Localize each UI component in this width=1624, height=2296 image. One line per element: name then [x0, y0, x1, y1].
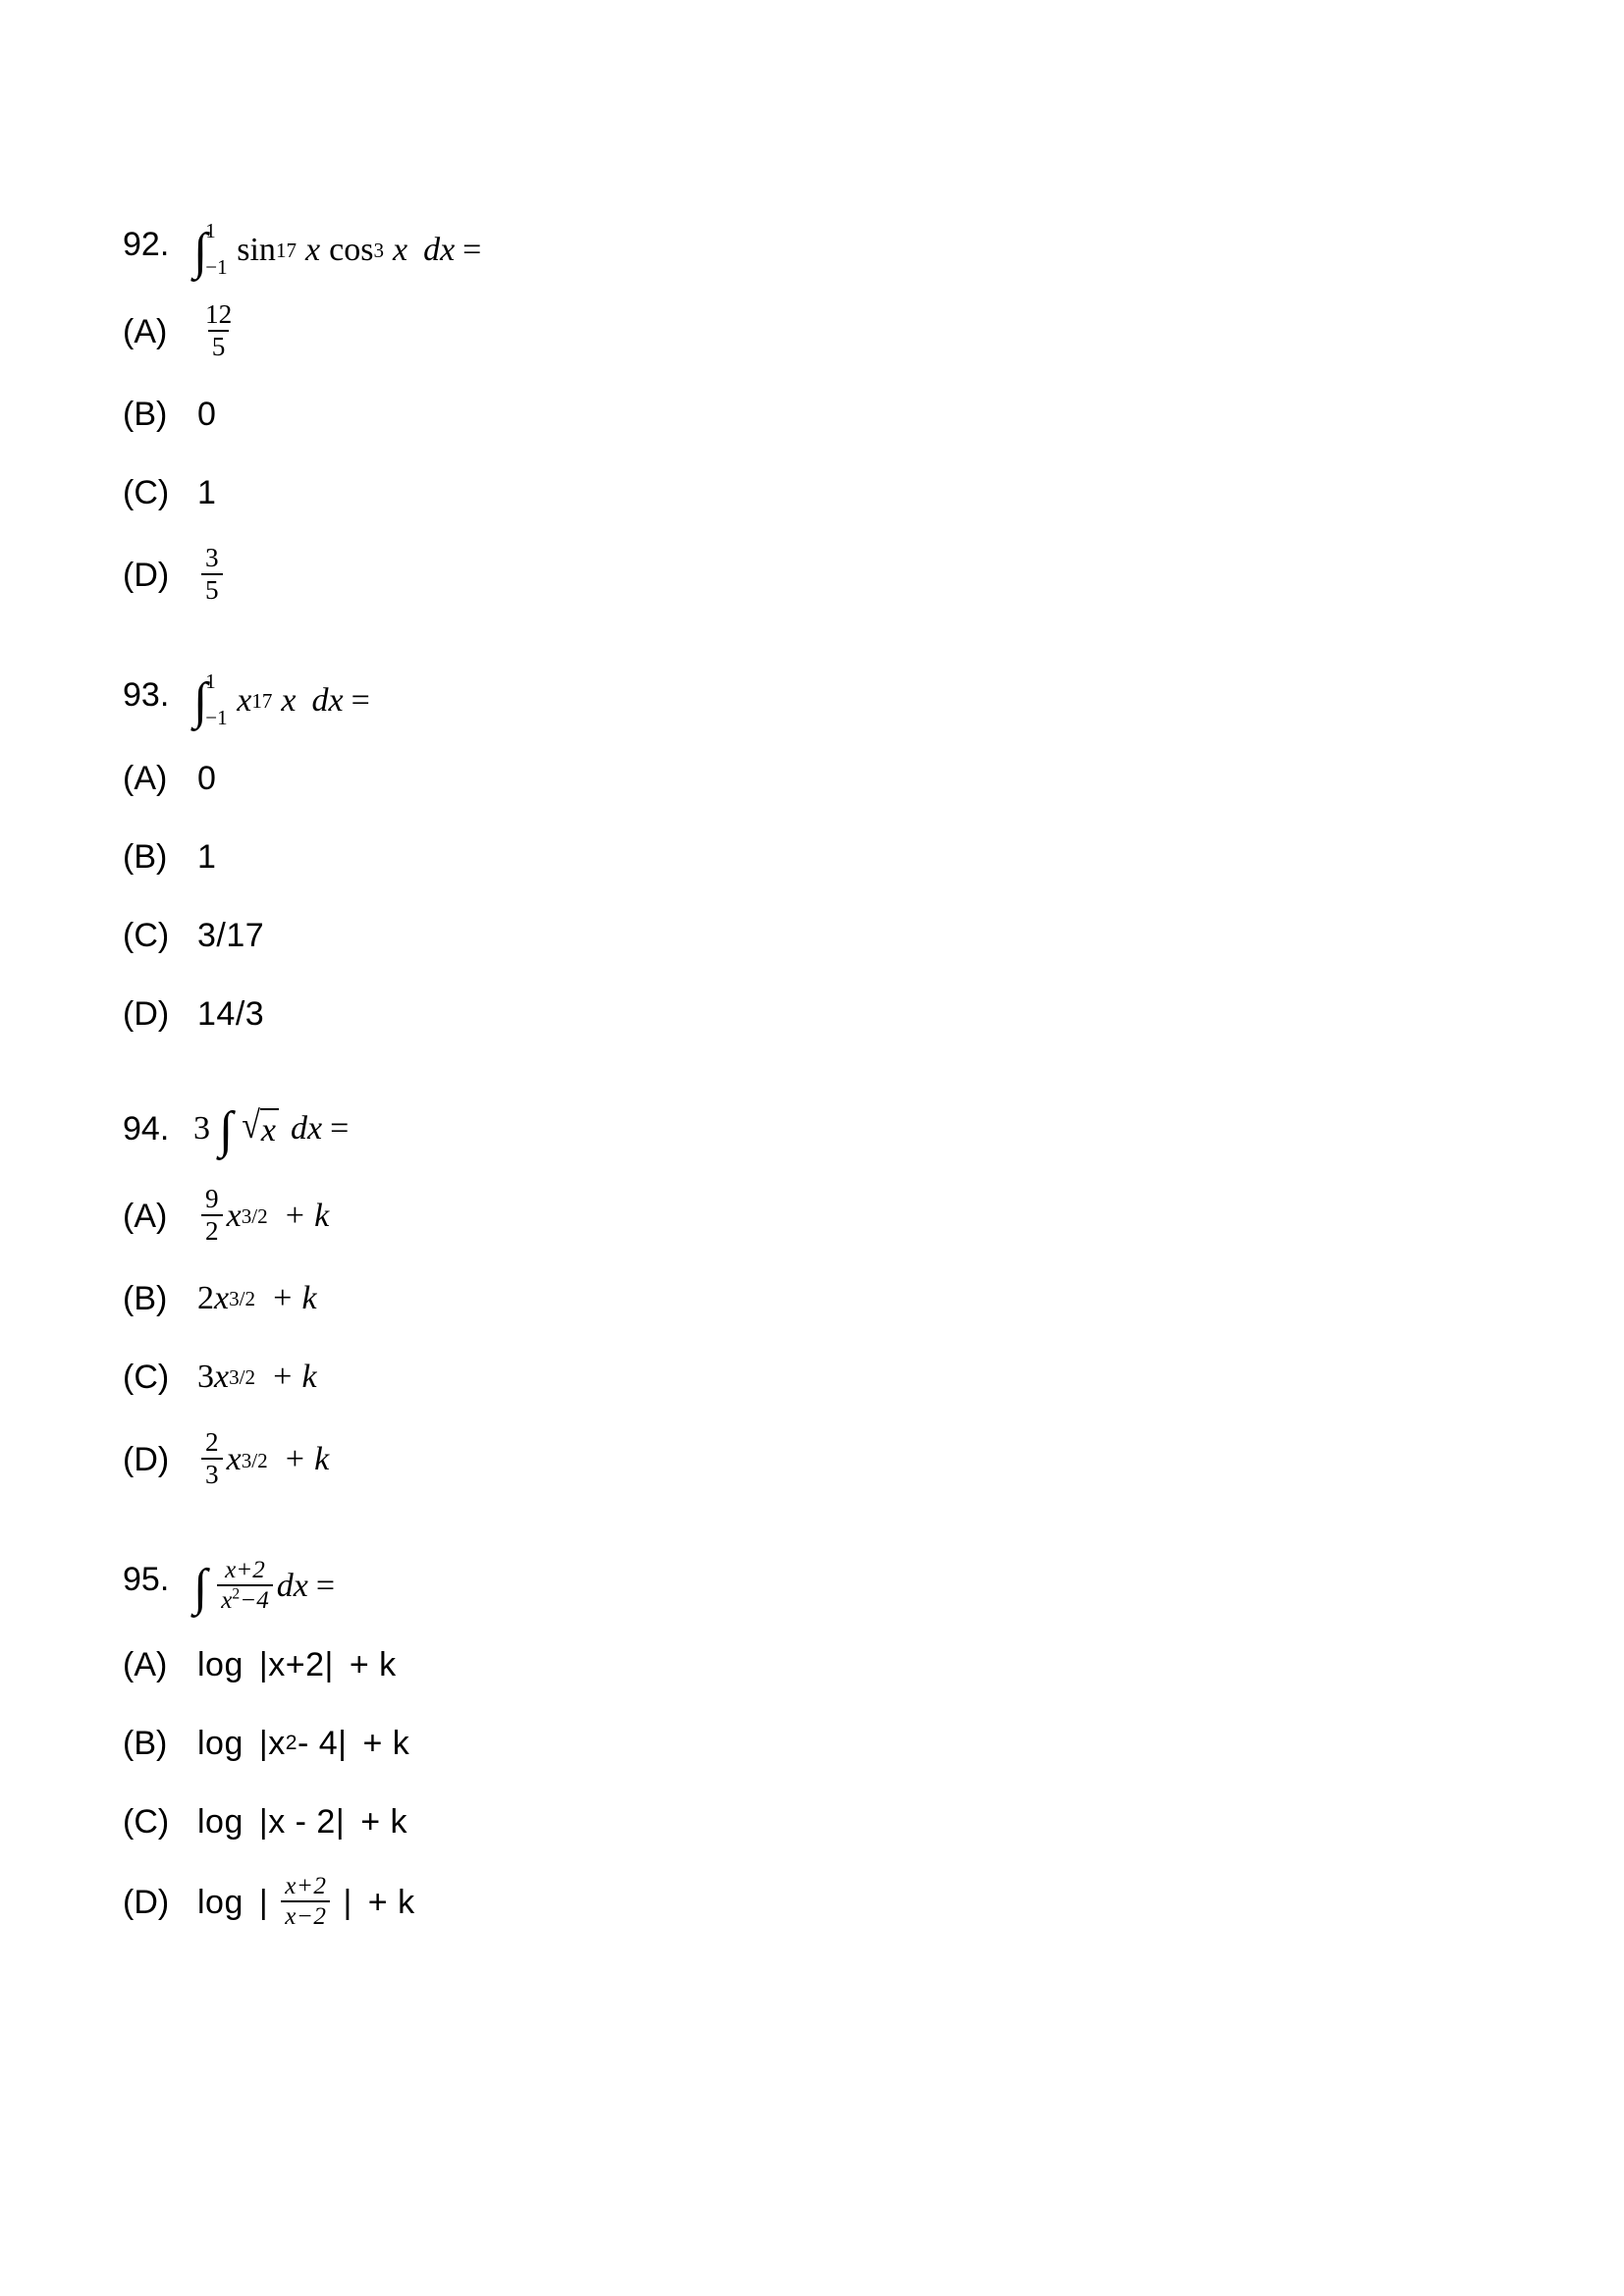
option-92-A-value: [197, 299, 240, 361]
option-93-C-label: (C): [123, 916, 170, 954]
question-block-94: [123, 1102, 1203, 1490]
option-95-A-label: (A): [123, 1645, 168, 1683]
option-93-B-value: 1: [197, 837, 217, 876]
option-94-B[interactable]: [123, 1273, 1203, 1324]
integral-sign-92: [193, 219, 231, 280]
question-block-93: [123, 668, 1203, 1040]
question-block-95: [123, 1556, 1203, 1931]
option-95-D-value: [197, 1875, 415, 1930]
integral-glyph-icon: ∫: [193, 673, 208, 730]
fraction-9-2: [201, 1183, 223, 1246]
option-93-A-label: (A): [123, 759, 168, 797]
option-92-B-label: (B): [123, 396, 168, 434]
fraction-numerator: 12: [205, 299, 233, 329]
cos-function: cos: [329, 231, 374, 268]
fraction-denominator: 2: [201, 1214, 223, 1246]
radicand-x: x: [260, 1108, 279, 1151]
abs-inner-tail: - 4: [297, 1724, 339, 1762]
question-92-expression: ∫ 1 −1 sin 17 x cos 3 x dx =: [193, 219, 482, 280]
fraction-denominator: 5: [201, 573, 223, 605]
log-keyword: log: [197, 1645, 244, 1683]
question-92-prompt: [123, 219, 1203, 280]
option-94-C-value: 3 x 3/2 + k: [197, 1358, 317, 1398]
option-94-C[interactable]: [123, 1352, 1203, 1403]
equals-sign: =: [462, 231, 482, 268]
log-keyword: log: [197, 1883, 244, 1921]
fraction-denominator: 5: [208, 330, 230, 361]
option-94-A-label: (A): [123, 1197, 168, 1235]
fraction-2-3: [201, 1429, 223, 1488]
fraction-numerator: 9: [205, 1183, 219, 1213]
fraction-numerator: x+2: [225, 1556, 265, 1583]
differential-dx: dx: [423, 231, 456, 268]
option-93-D-value: 14/3: [197, 994, 265, 1033]
fraction-12-5: [201, 301, 236, 360]
question-93-expression: ∫ 1 −1 x 17 x dx =: [193, 668, 370, 730]
base-x: x: [226, 1197, 242, 1234]
integral-upper-limit: 1: [205, 668, 216, 693]
fraction-denominator: [217, 1584, 273, 1614]
log-keyword: log: [197, 1724, 244, 1762]
abs-inner: x+2: [268, 1645, 325, 1683]
integral-glyph-icon: ∫: [193, 1559, 208, 1616]
question-94-prompt: [123, 1102, 1203, 1161]
abs-open-bar: |: [258, 1724, 269, 1762]
radical-icon: √: [242, 1104, 260, 1147]
plus-k-tail: + k: [283, 1197, 330, 1234]
abs-close-bar: |: [335, 1802, 346, 1841]
plus-k-tail: + k: [271, 1280, 317, 1316]
option-92-B-value: 0: [197, 396, 217, 434]
question-95-number: 95.: [123, 1560, 170, 1598]
differential-dx: dx: [311, 681, 344, 719]
questions-container: [123, 219, 1203, 1931]
option-92-B[interactable]: [123, 389, 1203, 440]
integral-lower-limit: −1: [205, 255, 228, 279]
question-95-expression: [193, 1556, 336, 1616]
option-95-B-label: (B): [123, 1724, 168, 1762]
integral-lower-limit: −1: [205, 705, 228, 729]
fraction-x-plus-2-over-x-minus-2: [281, 1874, 330, 1929]
option-93-D-label: (D): [123, 994, 170, 1033]
equals-sign: =: [330, 1110, 350, 1148]
abs-open-bar: |: [258, 1645, 269, 1683]
fraction-rational-expression: [217, 1558, 273, 1613]
option-95-B[interactable]: [123, 1718, 1203, 1769]
integral-sign-94: [219, 1102, 234, 1159]
option-95-C[interactable]: [123, 1796, 1203, 1847]
option-95-D[interactable]: [123, 1875, 1203, 1930]
integral-limits-92: [205, 219, 231, 279]
fraction-denominator: 3: [201, 1458, 223, 1489]
plus-k-tail: + k: [362, 1724, 410, 1762]
question-93-prompt: [123, 668, 1203, 730]
abs-open-bar: |: [258, 1883, 269, 1921]
coefficient: 2: [197, 1280, 214, 1316]
fraction-3-5: [201, 545, 223, 604]
base-x: x: [214, 1280, 230, 1316]
coefficient-3: 3: [193, 1110, 210, 1148]
integral-limits-93: [205, 668, 231, 729]
plus-k-tail: + k: [271, 1359, 317, 1395]
abs-close-bar: |: [324, 1645, 334, 1683]
abs-open-bar: |: [258, 1802, 269, 1841]
question-94-expression: [193, 1102, 350, 1159]
integral-sign-93: [193, 668, 231, 730]
option-95-B-value: log | x 2 - 4 | + k: [197, 1724, 410, 1762]
integral-glyph-icon: ∫: [193, 223, 208, 280]
plus-k-tail: + k: [367, 1883, 415, 1921]
equals-sign: =: [315, 1567, 336, 1604]
question-95-prompt: [123, 1556, 1203, 1616]
option-95-D-label: (D): [123, 1883, 170, 1921]
question-93-number: 93.: [123, 675, 170, 714]
fraction-numerator: x+2: [285, 1873, 327, 1900]
plus-k-tail: + k: [283, 1441, 330, 1478]
fraction-numerator: 2: [205, 1427, 219, 1458]
option-94-D-value: $\frac{2}{3}$ x 3/2 + k: [197, 1430, 329, 1489]
question-block-92: [123, 219, 1203, 606]
question-92-number: 92.: [123, 226, 170, 263]
denominator-tail: −4: [240, 1586, 269, 1614]
differential-dx: dx: [276, 1567, 308, 1604]
variable-x-1: x: [305, 231, 321, 268]
plus-k-tail: + k: [360, 1802, 407, 1841]
option-94-A[interactable]: [123, 1183, 1203, 1246]
coefficient: 3: [197, 1359, 214, 1395]
variable-x-base: x: [237, 681, 252, 719]
option-94-A-value: $\frac{9}{2}$ x 3/2 + k: [197, 1187, 329, 1246]
option-92-D-label: (D): [123, 557, 170, 595]
square-root-x: [242, 1104, 279, 1151]
abs-close-bar: |: [338, 1724, 348, 1762]
differential-dx: dx: [291, 1110, 323, 1148]
option-93-C[interactable]: [123, 910, 1203, 961]
question-94-number: 94.: [123, 1109, 170, 1148]
integral-upper-limit: 1: [205, 219, 216, 242]
option-93-B-label: (B): [123, 837, 168, 876]
option-93-A[interactable]: [123, 753, 1203, 804]
abs-close-bar: |: [343, 1883, 352, 1921]
option-94-B-value: 2 x 3/2 + k: [197, 1279, 317, 1319]
fraction-denominator: x−2: [281, 1900, 330, 1930]
option-94-D-label: (D): [123, 1441, 170, 1479]
option-92-D[interactable]: [123, 543, 1203, 606]
option-95-C-value: [197, 1802, 407, 1842]
option-92-C-label: (C): [123, 474, 170, 512]
option-92-C[interactable]: [123, 467, 1203, 518]
log-keyword: log: [197, 1802, 244, 1841]
plus-k-tail: + k: [349, 1645, 397, 1683]
option-95-A[interactable]: [123, 1639, 1203, 1690]
sin-function: sin: [237, 231, 276, 268]
denominator-base: x: [221, 1586, 233, 1614]
option-92-A[interactable]: [123, 299, 1203, 361]
option-93-C-value: 3/17: [197, 916, 265, 954]
option-94-D[interactable]: [123, 1427, 1203, 1490]
option-93-D[interactable]: [123, 988, 1203, 1040]
abs-inner-base: x: [268, 1724, 286, 1762]
integral-sign-95: [193, 1559, 208, 1616]
variable-x-2: x: [281, 681, 297, 719]
abs-inner: x - 2: [268, 1802, 336, 1841]
option-92-C-value: 1: [197, 474, 217, 512]
option-95-A-value: [197, 1645, 397, 1685]
denominator-exponent: 2: [232, 1585, 241, 1603]
option-92-A-label: (A): [123, 312, 168, 350]
fraction-numerator: 3: [205, 543, 219, 573]
option-93-B[interactable]: [123, 831, 1203, 882]
option-94-C-label: (C): [123, 1359, 170, 1396]
variable-x-2: x: [392, 231, 408, 268]
integral-glyph-icon: ∫: [219, 1102, 234, 1159]
option-94-B-label: (B): [123, 1280, 168, 1317]
base-x: x: [214, 1359, 230, 1395]
option-93-A-value: 0: [197, 759, 217, 797]
base-x: x: [226, 1441, 242, 1478]
option-95-C-label: (C): [123, 1802, 170, 1841]
option-92-D-value: [197, 543, 227, 606]
equals-sign: =: [351, 681, 370, 719]
